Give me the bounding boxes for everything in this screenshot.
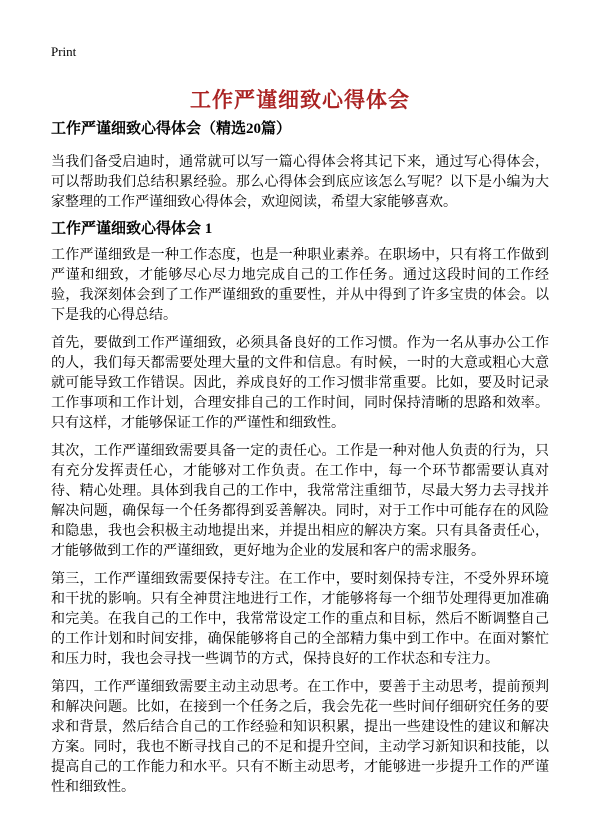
body-paragraph-1: 工作严谨细致是一种工作态度，也是一种职业素养。在职场中，只有将工作做到严谨和细致，才能够尽心尽力地完成自己的工作任务。通过这段时间的工作经验，我深刻体会到了工作严谨细致的重要性，并从中得到了许多宝贵的体会。以下是我的心得总结。 — [51, 248, 549, 323]
body-paragraph-4: 第三，工作严谨细致需要保持专注。在工作中，要时刻保持专注，不受外界环境和干扰的影响。只有全神贯注地进行工作，才能够将每一个细节处理得更加准确和完美。在我自己的工作中，我常常设定工作的重点和目标，然后不断调整自己的工作计划和时间安排，确保能够将自己的全部精力集中到工作中。在面对繁忙和压力时，我也会寻找一些调节的方式，保持良好的工作状态和专注力。 — [51, 572, 549, 667]
body-paragraph-2: 首先，要做到工作严谨细致，必须具备良好的工作习惯。作为一名从事办公工作的人，我们每天都需要处理大量的文件和信息。有时候，一时的大意或粗心大意就可能导致工作错误。因此，养成良好的工作习惯非常重要。比如，要及时记录工作事项和工作计划，合理安排自己的工作时间，同时保持清晰的思路和效率。只有这样，才能够保证工作的严谨性和细致性。 — [51, 336, 549, 431]
intro-paragraph: 当我们备受启迪时，通常就可以写一篇心得体会将其记下来，通过写心得体会，可以帮助我们总结积累经验。那么心得体会到底应该怎么写呢？以下是小编为大家整理的工作严谨细致心得体会，欢迎阅读，希望大家能够喜欢。 — [51, 155, 549, 210]
page-title: 工作严谨细致心得体会 — [190, 88, 410, 112]
article-subtitle: 工作严谨细致心得体会（精选20篇） — [51, 121, 292, 137]
body-paragraph-5: 第四，工作严谨细致需要主动主动思考。在工作中，要善于主动思考，提前预判和解决问题。比如，在接到一个任务之后，我会先花一些时间仔细研究任务的要求和背景，然后结合自己的工作经验和知识积累，提出一些建设性的建议和解决方案。同时，我也不断寻找自己的不足和提升空间，主动学习新知识和技能，以提高自己的工作能力和水平。只有不断主动思考，才能够进一步提升工作的严谨性和细致性。 — [51, 680, 549, 795]
print-link[interactable]: Print — [51, 44, 77, 59]
section-heading: 工作严谨细致心得体会 1 — [51, 221, 213, 237]
body-paragraph-3: 其次，工作严谨细致需要具备一定的责任心。工作是一种对他人负责的行为，只有充分发挥责任心，才能够对工作负责。在工作中，每一个环节都需要认真对待、精心处理。具体到我自己的工作中，我常常注重细节，尽最大努力去寻找并解决问题，确保每一个任务都得到妥善解决。同时，对于工作中可能存在的风险和隐患，我也会积极主动地提出来，并提出相应的解决方案。只有具备责任心，才能够做到工作的严谨细致，更好地为企业的发展和客户的需求服务。 — [51, 444, 549, 559]
